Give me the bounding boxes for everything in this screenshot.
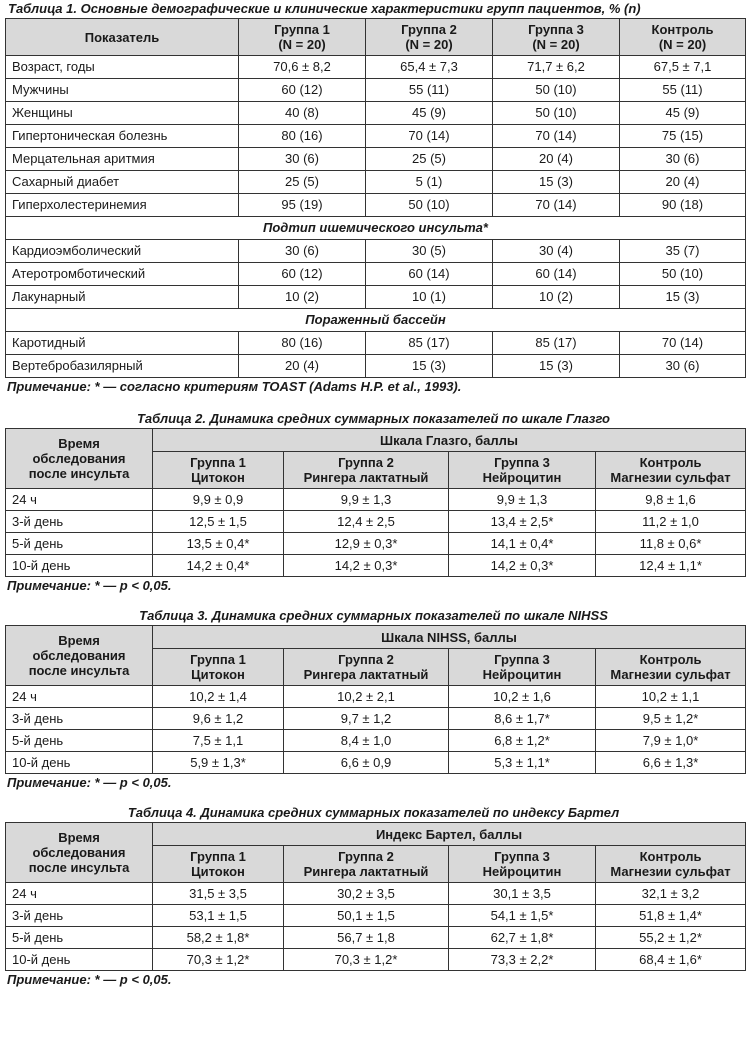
- table1-header-group1: Группа 1 (N = 20): [239, 19, 366, 56]
- table1-row-label: Вертебробазилярный: [6, 355, 239, 378]
- table4-cell: 58,2 ± 1,8*: [153, 927, 284, 949]
- table1-header-group2: Группа 2 (N = 20): [366, 19, 493, 56]
- table1-cell: 60 (14): [493, 263, 620, 286]
- table1-section-subtype: [6, 217, 746, 240]
- table1-cell: 10 (2): [239, 286, 366, 309]
- table1-cell: 10 (1): [366, 286, 493, 309]
- table4-row-label: 3-й день: [6, 905, 153, 927]
- table1-cell: 70,6 ± 8,2: [239, 56, 366, 79]
- table1-row-label: Лакунарный: [6, 286, 239, 309]
- table1-cell: 70 (14): [620, 332, 746, 355]
- table3-caption: Таблица 3. Динамика средних суммарных показателей по шкале NIHSS: [139, 608, 608, 623]
- table1-cell: 50 (10): [620, 263, 746, 286]
- table3-row-label: 5-й день: [6, 730, 153, 752]
- table4: [5, 822, 746, 971]
- table2-cell: 9,8 ± 1,6: [596, 489, 746, 511]
- table4-row-label: 5-й день: [6, 927, 153, 949]
- table4-caption: Таблица 4. Динамика средних суммарных показателей по индексу Бартел: [127, 805, 620, 820]
- table2-header-group1: Группа 1 Цитокон: [153, 452, 284, 489]
- table1-cell: 20 (4): [493, 148, 620, 171]
- table2-row-label: 24 ч: [6, 489, 153, 511]
- table1-row-label: Гипертоническая болезнь: [6, 125, 239, 148]
- table4-cell: 62,7 ± 1,8*: [449, 927, 596, 949]
- table2-cell: 13,5 ± 0,4*: [153, 533, 284, 555]
- table1-row-label: Мужчины: [6, 79, 239, 102]
- table1-cell: 15 (3): [493, 171, 620, 194]
- table2-note: Примечание: * — p < 0,05.: [7, 578, 172, 593]
- table2-caption: Таблица 2. Динамика средних суммарных показателей по шкале Глазго: [136, 411, 610, 426]
- table4-row: [6, 883, 746, 905]
- table4-cell: 51,8 ± 1,4*: [596, 905, 746, 927]
- table1-row: [6, 56, 746, 79]
- table1-row: [6, 102, 746, 125]
- table1-note: Примечание: * — согласно критериям TOAST (Adams H.P. et al., 1993).: [7, 379, 462, 394]
- table1-cell: 50 (10): [493, 79, 620, 102]
- table3-cell: 8,6 ± 1,7*: [449, 708, 596, 730]
- table2-cell: 11,8 ± 0,6*: [596, 533, 746, 555]
- table1-cell: 65,4 ± 7,3: [366, 56, 493, 79]
- table4-row-label: 24 ч: [6, 883, 153, 905]
- table3-cell: 10,2 ± 1,1: [596, 686, 746, 708]
- table2-row-label: 5-й день: [6, 533, 153, 555]
- table1-row-label: Мерцательная аритмия: [6, 148, 239, 171]
- table2-row: [6, 489, 746, 511]
- table1-header-control: Контроль (N = 20): [620, 19, 746, 56]
- table1-cell: 30 (5): [366, 240, 493, 263]
- table1-cell: 85 (17): [366, 332, 493, 355]
- table2-cell: 14,1 ± 0,4*: [449, 533, 596, 555]
- table1-cell: 10 (2): [493, 286, 620, 309]
- table1-cell: 85 (17): [493, 332, 620, 355]
- table3-note: Примечание: * — p < 0,05.: [7, 775, 172, 790]
- table2-cell: 11,2 ± 1,0: [596, 511, 746, 533]
- table3-header-group2: Группа 2 Рингера лактатный: [284, 649, 449, 686]
- table1-cell: 45 (9): [620, 102, 746, 125]
- table4-header-scale: Индекс Бартел, баллы: [153, 823, 746, 846]
- table4-header-row1: [6, 823, 746, 846]
- table1-row: [6, 79, 746, 102]
- table3-cell: 7,9 ± 1,0*: [596, 730, 746, 752]
- table1-row-label: Женщины: [6, 102, 239, 125]
- table1-cell: 30 (6): [239, 148, 366, 171]
- table4-cell: 50,1 ± 1,5: [284, 905, 449, 927]
- table3-cell: 9,5 ± 1,2*: [596, 708, 746, 730]
- table1-cell: 15 (3): [366, 355, 493, 378]
- table1-cell: 30 (6): [620, 355, 746, 378]
- table3-cell: 5,9 ± 1,3*: [153, 752, 284, 774]
- table4-cell: 54,1 ± 1,5*: [449, 905, 596, 927]
- table1-cell: 70 (14): [366, 125, 493, 148]
- table1-row: [6, 171, 746, 194]
- table1-cell: 50 (10): [366, 194, 493, 217]
- table3-header-scale: Шкала NIHSS, баллы: [153, 626, 746, 649]
- table1-cell: 80 (16): [239, 332, 366, 355]
- table4-row: [6, 949, 746, 971]
- table1-row-label: Сахарный диабет: [6, 171, 239, 194]
- table1-cell: 20 (4): [239, 355, 366, 378]
- table2-row: [6, 511, 746, 533]
- table3-row-label: 3-й день: [6, 708, 153, 730]
- table4-cell: 70,3 ± 1,2*: [284, 949, 449, 971]
- table1-cell: 5 (1): [366, 171, 493, 194]
- table3-row: [6, 730, 746, 752]
- table1-cell: 15 (3): [620, 286, 746, 309]
- table1-row: [6, 240, 746, 263]
- table2-header-row1: [6, 429, 746, 452]
- table4-cell: 70,3 ± 1,2*: [153, 949, 284, 971]
- table3-cell: 7,5 ± 1,1: [153, 730, 284, 752]
- table1-cell: 40 (8): [239, 102, 366, 125]
- table2-cell: 14,2 ± 0,4*: [153, 555, 284, 577]
- table4-header-time: Время обследования после инсульта: [6, 823, 153, 883]
- table1: [5, 18, 746, 378]
- table1-header-row: [6, 19, 746, 56]
- table4-row-label: 10-й день: [6, 949, 153, 971]
- table1-cell: 30 (6): [620, 148, 746, 171]
- table2-header-scale: Шкала Глазго, баллы: [153, 429, 746, 452]
- table1-section-subtype-label: Подтип ишемического инсульта*: [6, 217, 746, 240]
- table2-row: [6, 555, 746, 577]
- table1-cell: 70 (14): [493, 194, 620, 217]
- table1-cell: 60 (12): [239, 79, 366, 102]
- table4-cell: 30,1 ± 3,5: [449, 883, 596, 905]
- table2: [5, 428, 746, 577]
- table2-row-label: 10-й день: [6, 555, 153, 577]
- table3-cell: 9,6 ± 1,2: [153, 708, 284, 730]
- table4-row: [6, 927, 746, 949]
- table1-row: [6, 125, 746, 148]
- table1-row: [6, 355, 746, 378]
- table1-section-basin: [6, 309, 746, 332]
- table2-cell: 12,9 ± 0,3*: [284, 533, 449, 555]
- table4-header-control: Контроль Магнезии сульфат: [596, 846, 746, 883]
- table4-cell: 31,5 ± 3,5: [153, 883, 284, 905]
- table2-cell: 13,4 ± 2,5*: [449, 511, 596, 533]
- table1-cell: 90 (18): [620, 194, 746, 217]
- table1-cell: 45 (9): [366, 102, 493, 125]
- table1-cell: 50 (10): [493, 102, 620, 125]
- table4-header-group2: Группа 2 Рингера лактатный: [284, 846, 449, 883]
- table1-row: [6, 194, 746, 217]
- table1-cell: 95 (19): [239, 194, 366, 217]
- table4-cell: 53,1 ± 1,5: [153, 905, 284, 927]
- table4-header-group3: Группа 3 Нейроцитин: [449, 846, 596, 883]
- table1-row: [6, 286, 746, 309]
- table2-row-label: 3-й день: [6, 511, 153, 533]
- table2-header-group2: Группа 2 Рингера лактатный: [284, 452, 449, 489]
- table4-header-group1: Группа 1 Цитокон: [153, 846, 284, 883]
- table3-cell: 10,2 ± 1,6: [449, 686, 596, 708]
- table2-header-time: Время обследования после инсульта: [6, 429, 153, 489]
- table1-cell: 25 (5): [239, 171, 366, 194]
- table1-cell: 25 (5): [366, 148, 493, 171]
- table1-row-label: Каротидный: [6, 332, 239, 355]
- table2-cell: 9,9 ± 1,3: [449, 489, 596, 511]
- table1-cell: 60 (12): [239, 263, 366, 286]
- table4-cell: 32,1 ± 3,2: [596, 883, 746, 905]
- table2-cell: 9,9 ± 0,9: [153, 489, 284, 511]
- table2-row: [6, 533, 746, 555]
- table1-section-basin-label: Пораженный бассейн: [6, 309, 746, 332]
- table1-row-label: Гиперхолестеринемия: [6, 194, 239, 217]
- table1-cell: 75 (15): [620, 125, 746, 148]
- table4-row: [6, 905, 746, 927]
- table1-cell: 67,5 ± 7,1: [620, 56, 746, 79]
- table1-cell: 30 (4): [493, 240, 620, 263]
- table1-header-group3: Группа 3 (N = 20): [493, 19, 620, 56]
- table1-cell: 30 (6): [239, 240, 366, 263]
- table2-cell: 12,4 ± 1,1*: [596, 555, 746, 577]
- table1-row: [6, 148, 746, 171]
- table4-cell: 56,7 ± 1,8: [284, 927, 449, 949]
- table3-row-label: 24 ч: [6, 686, 153, 708]
- table2-header-group3: Группа 3 Нейроцитин: [449, 452, 596, 489]
- table2-cell: 14,2 ± 0,3*: [284, 555, 449, 577]
- table3-cell: 8,4 ± 1,0: [284, 730, 449, 752]
- table1-row-label: Кардиоэмболический: [6, 240, 239, 263]
- table1-cell: 15 (3): [493, 355, 620, 378]
- table1-cell: 71,7 ± 6,2: [493, 56, 620, 79]
- table1-header-indicator: Показатель: [6, 19, 239, 56]
- table1-cell: 55 (11): [620, 79, 746, 102]
- table3: [5, 625, 746, 774]
- table3-cell: 6,8 ± 1,2*: [449, 730, 596, 752]
- table2-header-control: Контроль Магнезии сульфат: [596, 452, 746, 489]
- table3-row: [6, 708, 746, 730]
- table3-cell: 6,6 ± 0,9: [284, 752, 449, 774]
- table1-row-label: Возраст, годы: [6, 56, 239, 79]
- table3-header-group1: Группа 1 Цитокон: [153, 649, 284, 686]
- table1-cell: 35 (7): [620, 240, 746, 263]
- table3-cell: 10,2 ± 2,1: [284, 686, 449, 708]
- table4-cell: 55,2 ± 1,2*: [596, 927, 746, 949]
- table4-cell: 73,3 ± 2,2*: [449, 949, 596, 971]
- table3-row-label: 10-й день: [6, 752, 153, 774]
- table3-cell: 10,2 ± 1,4: [153, 686, 284, 708]
- table3-header-control: Контроль Магнезии сульфат: [596, 649, 746, 686]
- table1-row: [6, 263, 746, 286]
- table1-caption: Таблица 1. Основные демографические и клинические характеристики групп пациентов, % (n): [8, 1, 641, 16]
- table3-row: [6, 686, 746, 708]
- table1-cell: 20 (4): [620, 171, 746, 194]
- table3-cell: 9,7 ± 1,2: [284, 708, 449, 730]
- table2-cell: 12,5 ± 1,5: [153, 511, 284, 533]
- table3-cell: 5,3 ± 1,1*: [449, 752, 596, 774]
- table2-cell: 12,4 ± 2,5: [284, 511, 449, 533]
- table1-cell: 70 (14): [493, 125, 620, 148]
- table3-cell: 6,6 ± 1,3*: [596, 752, 746, 774]
- table3-row: [6, 752, 746, 774]
- table2-cell: 14,2 ± 0,3*: [449, 555, 596, 577]
- table3-header-row1: [6, 626, 746, 649]
- table4-cell: 68,4 ± 1,6*: [596, 949, 746, 971]
- table2-cell: 9,9 ± 1,3: [284, 489, 449, 511]
- table4-cell: 30,2 ± 3,5: [284, 883, 449, 905]
- table1-cell: 80 (16): [239, 125, 366, 148]
- table4-note: Примечание: * — p < 0,05.: [7, 972, 172, 987]
- table1-cell: 55 (11): [366, 79, 493, 102]
- table1-row-label: Атеротромботический: [6, 263, 239, 286]
- table3-header-time: Время обследования после инсульта: [6, 626, 153, 686]
- table1-cell: 60 (14): [366, 263, 493, 286]
- table1-row: [6, 332, 746, 355]
- table3-header-group3: Группа 3 Нейроцитин: [449, 649, 596, 686]
